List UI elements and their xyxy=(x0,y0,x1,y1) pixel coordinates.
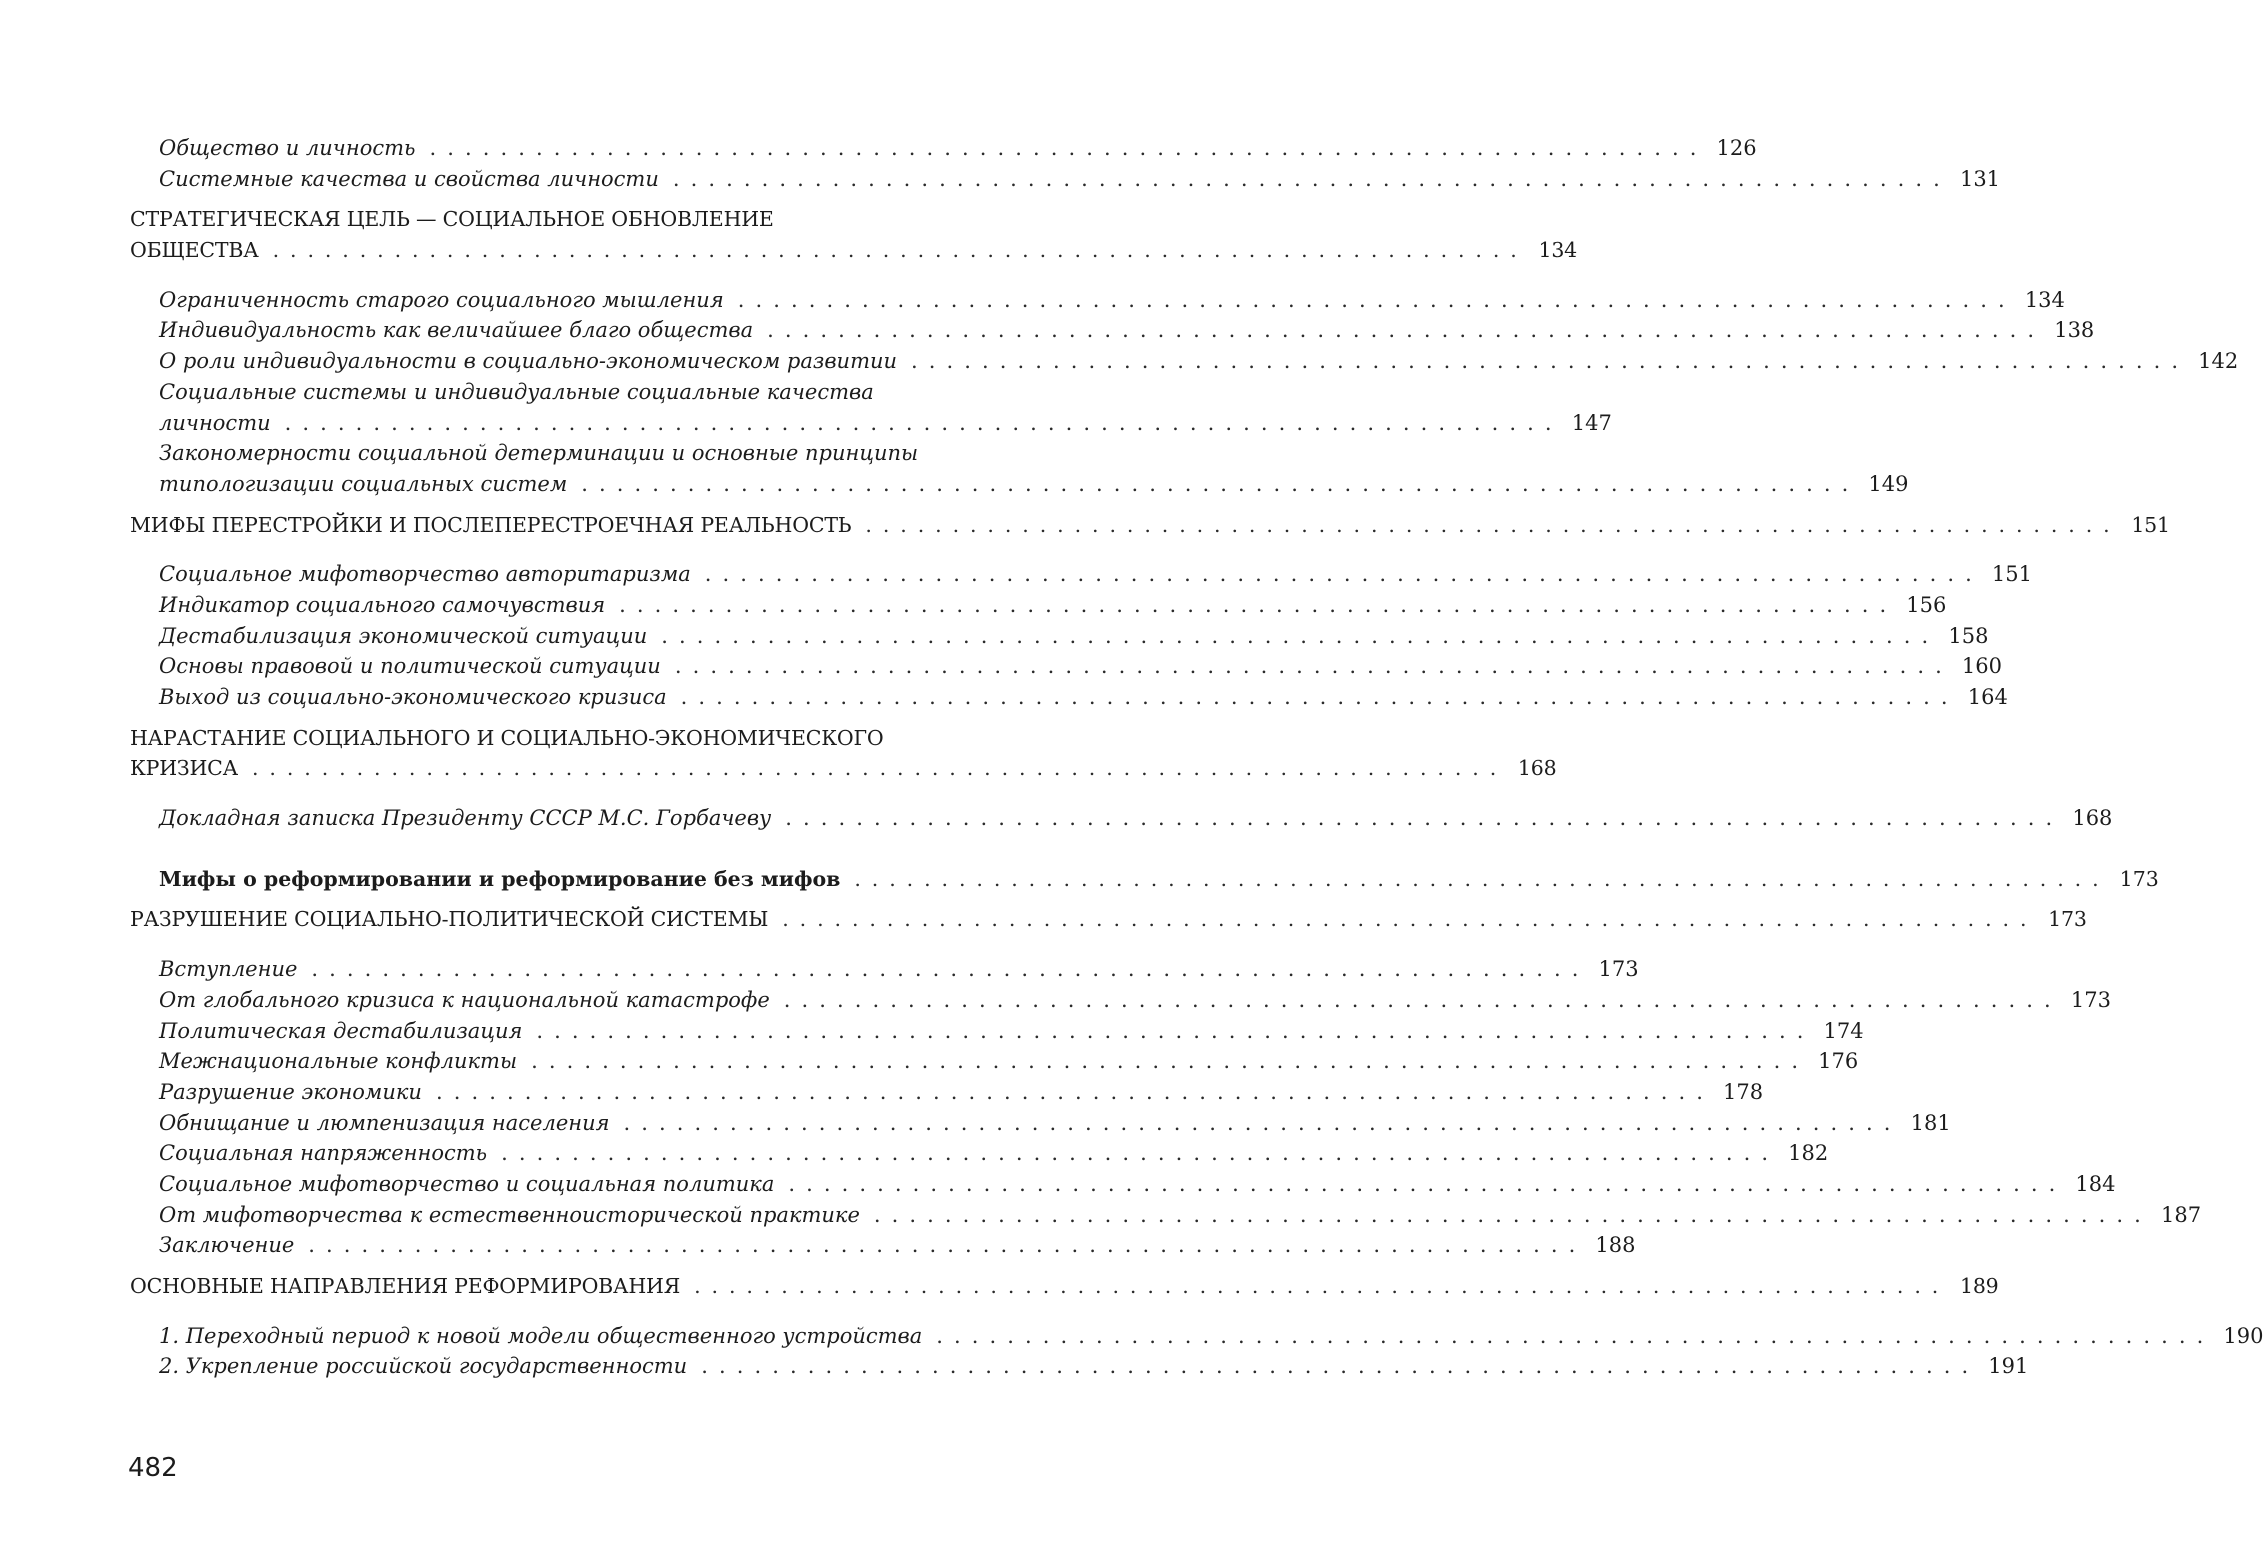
dot-leader xyxy=(691,559,1980,590)
dot-leader xyxy=(522,1016,1811,1047)
toc-part-heading xyxy=(130,864,2159,895)
dot-leader xyxy=(860,1200,2149,1231)
toc-entry-page: 134 xyxy=(2024,287,2065,312)
toc-entry-page: 176 xyxy=(1818,1049,1859,1074)
toc-entry xyxy=(130,1046,1859,1077)
toc-entry-page: 138 xyxy=(2054,318,2095,343)
toc-section-title: ОСНОВНЫЕ НАПРАВЛЕНИЯ РЕФОРМИРОВАНИЯ xyxy=(130,1274,681,1298)
toc-entry xyxy=(130,469,1909,500)
toc-entry-page: 188 xyxy=(1595,1233,1636,1258)
dot-leader xyxy=(605,590,1894,621)
toc-section-page: 173 xyxy=(2048,907,2087,932)
toc-entry xyxy=(130,285,2065,316)
toc-entry-title: Разрушение экономики xyxy=(159,1079,422,1104)
toc-section-title: КРИЗИСА xyxy=(130,756,238,781)
dot-leader xyxy=(840,864,2106,895)
dot-leader xyxy=(667,682,1956,713)
toc-entry-title: Межнациональные конфликты xyxy=(159,1049,518,1074)
toc-entry-page: 173 xyxy=(2070,987,2111,1012)
dot-leader xyxy=(647,621,1936,652)
toc-section-title: ОБЩЕСТВА xyxy=(130,238,259,263)
toc-entry xyxy=(130,133,1757,164)
dot-leader xyxy=(271,408,1560,439)
toc-entry-page: 181 xyxy=(1910,1110,1951,1135)
dot-leader xyxy=(851,510,2117,541)
toc-entry-page: 184 xyxy=(2075,1171,2116,1196)
toc-entry-title: Индикатор социального самочувствия xyxy=(159,592,606,617)
dot-leader xyxy=(294,1230,1583,1261)
toc-entry-title: Выход из социально-экономического кризиса xyxy=(159,685,667,709)
toc-entry-title: О роли индивидуальности в социально-экономическом развитии xyxy=(159,349,898,374)
toc-section-page: 151 xyxy=(2131,512,2170,537)
toc-entry-page: 158 xyxy=(1948,623,1989,648)
toc-section-heading xyxy=(130,1271,1999,1302)
toc-entry xyxy=(130,803,2113,834)
toc-entry xyxy=(130,1138,1829,1169)
toc-entry xyxy=(130,1016,1864,1047)
toc-entry xyxy=(130,315,2095,346)
toc-entry-title: 1. Переходный период к новой модели общественного устройства xyxy=(159,1323,923,1348)
page-number: 482 xyxy=(128,1453,178,1483)
toc-entry-page: 174 xyxy=(1823,1018,1864,1043)
dot-leader xyxy=(422,1077,1711,1108)
dot-leader xyxy=(415,133,1704,164)
toc-entry-page: 187 xyxy=(2160,1202,2202,1227)
toc-entry xyxy=(130,559,2032,590)
toc-entry-title: Ограниченность старого социального мышления xyxy=(159,287,724,312)
dot-leader xyxy=(753,315,2042,346)
toc-entry-page: 151 xyxy=(1991,562,2032,587)
toc-entry-title: Социальное мифотворчество и социальная политика xyxy=(159,1171,775,1196)
toc-section-heading-line: НАРАСТАНИЕ СОЦИАЛЬНОГО И СОЦИАЛЬНО-ЭКОНОМИЧЕСКОГО xyxy=(130,725,884,750)
dot-leader xyxy=(771,803,2060,834)
toc-entry-title: Основы правовой и политической ситуации xyxy=(159,654,661,679)
toc-entry xyxy=(130,164,2001,195)
toc-entry-page: 142 xyxy=(2198,349,2239,374)
dot-leader xyxy=(680,1271,1946,1302)
toc-entry-page: 173 xyxy=(1598,957,1639,982)
toc-section-heading xyxy=(130,904,2087,935)
dot-leader xyxy=(238,753,1504,784)
dot-leader xyxy=(770,985,2059,1016)
toc-part-title: Мифы о реформировании и реформирование без мифов xyxy=(159,866,841,891)
toc-entry-title: Вступление xyxy=(159,957,298,982)
toc-entry-page: 156 xyxy=(1906,592,1947,617)
toc-entry-line: Социальные системы и индивидуальные социальные качества xyxy=(159,379,874,404)
dot-leader xyxy=(687,1351,1976,1382)
dot-leader xyxy=(567,469,1856,500)
toc-entry-page: 149 xyxy=(1868,471,1909,496)
table-of-contents xyxy=(130,133,2263,1382)
toc-entry xyxy=(130,1351,2029,1382)
toc-entry xyxy=(130,590,1947,621)
dot-leader xyxy=(297,954,1586,985)
toc-section-page: 168 xyxy=(1517,756,1557,781)
toc-entry-page: 131 xyxy=(1959,166,2001,191)
toc-section-page: 134 xyxy=(1538,238,1578,263)
toc-section-heading xyxy=(130,753,1557,784)
dot-leader xyxy=(661,651,1950,682)
toc-entry xyxy=(130,346,2239,377)
toc-entry-title: Общество и личность xyxy=(159,136,416,160)
dot-leader xyxy=(897,346,2186,377)
toc-part-page: 173 xyxy=(2119,866,2159,891)
toc-entry-title: От мифотворчества к естественноисторической практике xyxy=(159,1202,860,1227)
toc-entry-title: Заключение xyxy=(159,1233,295,1258)
toc-section-heading-line: СТРАТЕГИЧЕСКАЯ ЦЕЛЬ — СОЦИАЛЬНОЕ ОБНОВЛЕНИЕ xyxy=(130,207,774,232)
toc-entry-title: Политическая дестабилизация xyxy=(159,1018,523,1043)
dot-leader xyxy=(922,1321,2211,1352)
toc-entry xyxy=(130,682,2008,713)
toc-entry-title: Социальная напряженность xyxy=(159,1141,488,1166)
toc-section-heading xyxy=(130,235,1578,266)
toc-entry xyxy=(130,954,1639,985)
toc-entry-title: Дестабилизация экономической ситуации xyxy=(159,623,648,648)
toc-section-heading xyxy=(130,510,2170,541)
toc-entry-page: 191 xyxy=(1988,1354,2029,1379)
toc-entry-page: 182 xyxy=(1788,1141,1829,1166)
toc-entry-title: От глобального кризиса к национальной катастрофе xyxy=(159,987,770,1012)
dot-leader xyxy=(487,1138,1776,1169)
toc-entry xyxy=(130,621,1989,652)
dot-leader xyxy=(517,1046,1806,1077)
toc-entry-title: Докладная записка Президенту СССР М.С. Горбачеву xyxy=(159,806,772,831)
toc-section-title: МИФЫ ПЕРЕСТРОЙКИ И ПОСЛЕПЕРЕСТРОЕЧНАЯ РЕАЛЬНОСТЬ xyxy=(130,512,852,537)
toc-entry-title: типологизации социальных систем xyxy=(159,471,568,496)
toc-entry xyxy=(130,651,2002,682)
toc-entry-title: Социальное мифотворчество авторитаризма xyxy=(159,562,691,587)
toc-entry xyxy=(130,1108,1951,1139)
dot-leader xyxy=(768,904,2034,935)
toc-entry-page: 178 xyxy=(1723,1079,1764,1104)
toc-entry-title: личности xyxy=(159,410,271,435)
toc-section-page: 189 xyxy=(1960,1274,1999,1298)
dot-leader xyxy=(659,164,1948,195)
toc-entry-page: 190 xyxy=(2223,1323,2263,1348)
dot-leader xyxy=(774,1169,2063,1200)
toc-entry-page: 164 xyxy=(1967,685,2008,709)
dot-leader xyxy=(259,235,1525,266)
dot-leader xyxy=(724,285,2013,316)
toc-entry-title: Индивидуальность как величайшее благо общества xyxy=(159,318,754,343)
toc-section-title: РАЗРУШЕНИЕ СОЦИАЛЬНО-ПОЛИТИЧЕСКОЙ СИСТЕМЫ xyxy=(130,907,769,932)
toc-entry-page: 126 xyxy=(1716,136,1757,160)
toc-entry-page: 168 xyxy=(2072,806,2113,831)
toc-entry xyxy=(130,408,1612,439)
toc-entry xyxy=(130,1077,1764,1108)
dot-leader xyxy=(610,1108,1899,1139)
toc-entry-page: 147 xyxy=(1571,410,1612,435)
toc-entry xyxy=(130,1169,2116,1200)
toc-entry xyxy=(130,1230,1636,1261)
toc-entry-title: Обнищание и люмпенизация населения xyxy=(159,1110,610,1135)
toc-entry xyxy=(130,1200,2202,1231)
toc-entry-title: Системные качества и свойства личности xyxy=(159,166,659,191)
toc-entry xyxy=(130,1321,2263,1352)
toc-entry-line: Закономерности социальной детерминации и основные принципы xyxy=(159,441,919,466)
toc-entry-title: 2. Укрепление российской государственности xyxy=(159,1354,688,1379)
toc-entry xyxy=(130,985,2111,1016)
toc-entry-page: 160 xyxy=(1961,654,2002,679)
